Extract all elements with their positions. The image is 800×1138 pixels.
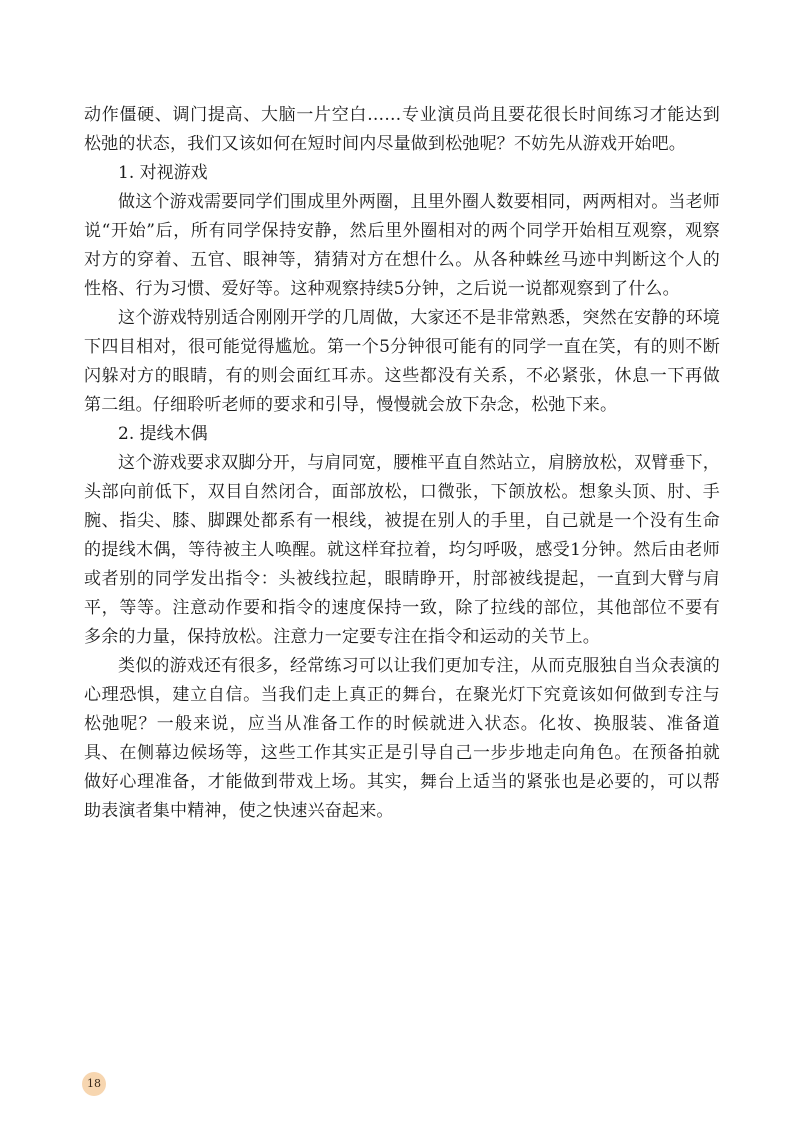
- page-number-badge: 18: [82, 1072, 106, 1096]
- section-heading-eye-contact-game: 1. 对视游戏: [118, 163, 208, 183]
- paragraph-intro: 动作僵硬、调门提高、大脑一片空白……专业演员尚且要花很长时间练习才能达到松弛的状态，我们又该如何在短时间内尽量做到松弛呢？不妨先从游戏开始吧。: [84, 105, 720, 154]
- section-heading-puppet-game: 2. 提线木偶: [118, 424, 208, 444]
- paragraph-puppet-rules: 这个游戏要求双脚分开，与肩同宽，腰椎平直自然站立，肩膀放松，双臂垂下，头部向前低下，双目自然闭合，面部放松，口微张，下颌放松。想象头顶、肘、手腕、指尖、膝、脚踝处都系有一根线，被提在别人的手里，自己就是一个没有生命的提线木偶，等待被主人唤醒。就这样耷拉着，均匀呼吸，感受1分钟。然后由老师或者别的同学发出指令：头被线拉起，眼睛睁开，肘部被线提起，一直到大臂与肩平，等等。注意动作要和指令的速度保持一致，除了拉线的部位，其他部位不要有多余的力量，保持放松。注意力一定要专注在指令和运动的关节上。: [84, 453, 720, 647]
- paragraph-eye-contact-notes: 这个游戏特别适合刚刚开学的几周做，大家还不是非常熟悉，突然在安静的环境下四目相对，很可能觉得尴尬。第一个5分钟很可能有的同学一直在笑，有的则不断闪躲对方的眼睛，有的则会面红耳赤。这些都没有关系，不必紧张，休息一下再做第二组。仔细聆听老师的要求和引导，慢慢就会放下杂念，松弛下来。: [84, 308, 720, 415]
- document-body: [84, 101, 720, 826]
- paragraph-eye-contact-rules: 做这个游戏需要同学们围成里外两圈，且里外圈人数要相同，两两相对。当老师说“开始”后，所有同学保持安静，然后里外圈相对的两个同学开始相互观察，观察对方的穿着、五官、眼神等，猜猜对方在想什么。从各种蛛丝马迹中判断这个人的性格、行为习惯、爱好等。这种观察持续5分钟，之后说一说都观察到了什么。: [84, 192, 720, 299]
- paragraph-conclusion: 类似的游戏还有很多，经常练习可以让我们更加专注，从而克服独自当众表演的心理恐惧，建立自信。当我们走上真正的舞台，在聚光灯下究竟该如何做到专注与松弛呢？一般来说，应当从准备工作的时候就进入状态。化妆、换服装、准备道具、在侧幕边候场等，这些工作其实正是引导自己一步步地走向角色。在预备拍就做好心理准备，才能做到带戏上场。其实，舞台上适当的紧张也是必要的，可以帮助表演者集中精神，使之快速兴奋起来。: [84, 656, 720, 821]
